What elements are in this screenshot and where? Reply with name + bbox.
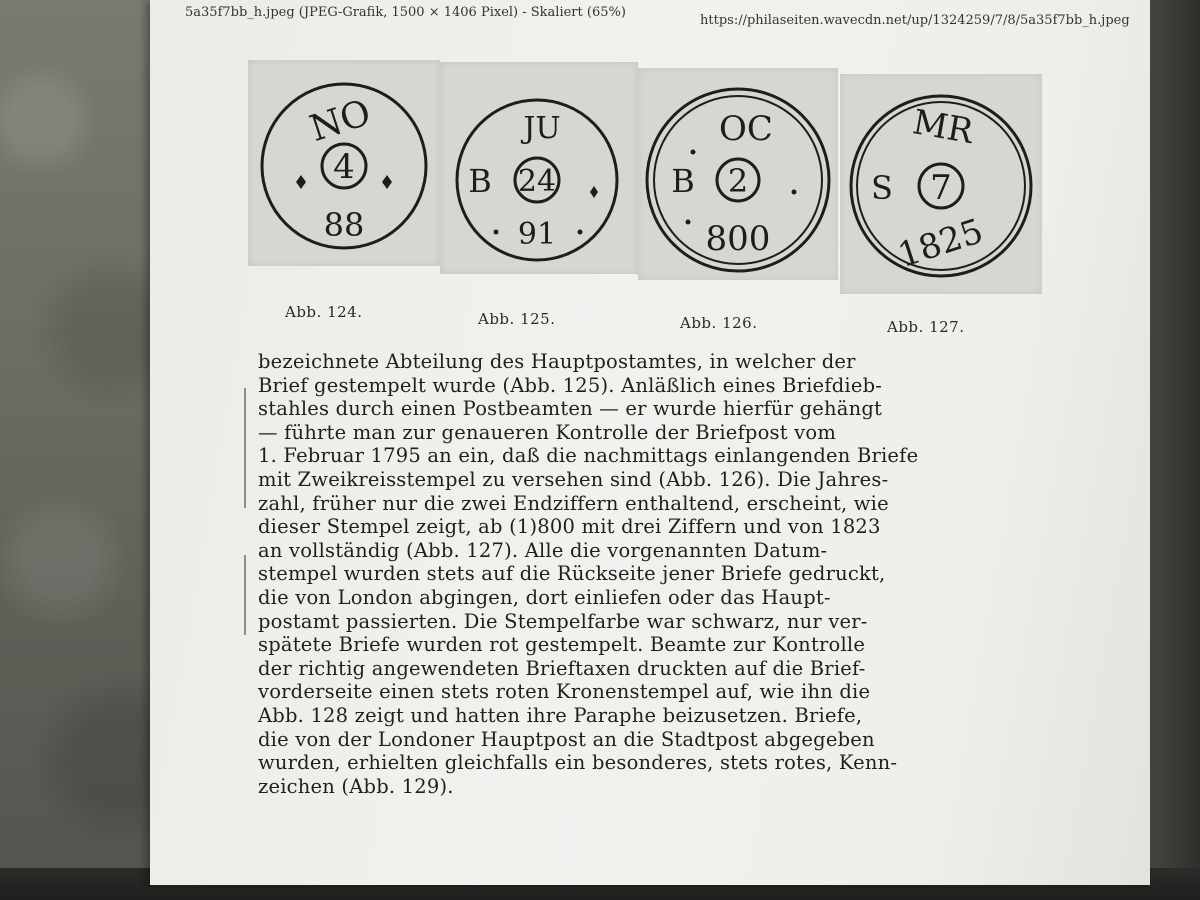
body-line: postamt passierten. Die Stempelfarbe war schwarz, nur ver- xyxy=(258,609,868,633)
caption-abb-126: Abb. 126. xyxy=(680,314,758,332)
body-line: stahles durch einen Postbeamten — er wurde hierfür gehängt xyxy=(258,397,883,421)
postmark-125-side: B xyxy=(468,162,492,200)
caption-abb-127: Abb. 127. xyxy=(887,318,965,336)
body-paragraph xyxy=(258,350,1048,798)
body-line: wurden, erhielten gleichfalls ein besonderes, stets rotes, Kenn- xyxy=(258,751,898,775)
background-texture xyxy=(0,0,170,900)
diamond-ornament-right xyxy=(382,175,392,189)
postmark-125-drawing xyxy=(440,62,638,274)
print-header-url: https://philaseiten.wavecdn.net/up/1324259/7/8/5a35f7bb_h.jpeg xyxy=(700,13,1130,28)
postmark-126-top: OC xyxy=(719,109,773,149)
postmark-125 xyxy=(440,62,638,274)
postmark-124-top: NO xyxy=(305,92,376,150)
postmark-124-bottom: 88 xyxy=(323,206,365,244)
body-line: — führte man zur genaueren Kontrolle der Briefpost vom xyxy=(258,420,837,444)
body-line: zahl, früher nur die zwei Endziffern enthaltend, erscheint, wie xyxy=(258,491,889,515)
caption-abb-124: Abb. 124. xyxy=(285,303,363,321)
postmark-125-bottom: 91 xyxy=(517,217,557,252)
postmark-126-center: 2 xyxy=(727,162,749,200)
body-line: stempel wurden stets auf die Rückseite jener Briefe gedruckt, xyxy=(258,562,886,586)
body-line: bezeichnete Abteilung des Hauptpostamtes, in welcher der xyxy=(258,350,856,373)
body-line: Brief gestempelt wurde (Abb. 125). Anläßlich eines Briefdieb- xyxy=(258,373,883,397)
body-line: der richtig angewendeten Brieftaxen druckten auf die Brief- xyxy=(258,656,866,680)
body-line: die von London abgingen, dort einliefen oder das Haupt- xyxy=(258,585,831,609)
postmark-125-center: 24 xyxy=(517,164,557,199)
body-line: zeichen (Abb. 129). xyxy=(258,774,454,798)
postmark-126-drawing xyxy=(638,68,838,280)
body-line: vorderseite einen stets roten Kronenstempel auf, wie ihn die xyxy=(258,680,871,704)
postmark-125-top: JU xyxy=(523,111,561,146)
body-line: Abb. 128 zeigt und hatten ihre Paraphe beizusetzen. Briefe, xyxy=(258,703,863,727)
postmark-124-drawing xyxy=(248,60,440,266)
body-line: 1. Februar 1795 an ein, daß die nachmittags einlangenden Briefe xyxy=(258,444,919,468)
postmark-127 xyxy=(840,74,1042,294)
caption-abb-125: Abb. 125. xyxy=(478,310,556,328)
diamond-ornament-left xyxy=(296,175,306,189)
body-line: die von der Londoner Hauptpost an die Stadtpost abgegeben xyxy=(258,727,875,751)
postmark-124 xyxy=(248,60,440,266)
body-line: an vollständig (Abb. 127). Alle die vorgenannten Datum- xyxy=(258,538,828,562)
body-line: mit Zweikreisstempel zu versehen sind (Abb. 126). Die Jahres- xyxy=(258,467,889,491)
postmark-127-side: S xyxy=(871,169,893,207)
postmark-124-center: 4 xyxy=(333,147,355,187)
margin-bracket-lower xyxy=(244,555,246,635)
postmark-127-drawing xyxy=(840,74,1042,294)
body-line: dieser Stempel zeigt, ab (1)800 mit drei Ziffern und von 1823 xyxy=(258,515,881,539)
body-line: spätete Briefe wurden rot gestempelt. Beamte zur Kontrolle xyxy=(258,633,866,657)
postmark-126-side: B xyxy=(671,162,695,200)
postmark-127-top: MR xyxy=(909,102,977,153)
postmark-figure-strip xyxy=(248,56,1042,296)
postmark-126 xyxy=(638,68,838,280)
print-header-title: 5a35f7bb_h.jpeg (JPEG-Grafik, 1500 × 1406 Pixel) - Skaliert (65%) xyxy=(185,5,626,20)
postmark-127-center: 7 xyxy=(930,168,952,208)
postmark-126-bottom: 800 xyxy=(705,219,771,259)
margin-bracket-upper xyxy=(244,388,246,508)
postmark-127-bottom: 1825 xyxy=(893,211,988,276)
